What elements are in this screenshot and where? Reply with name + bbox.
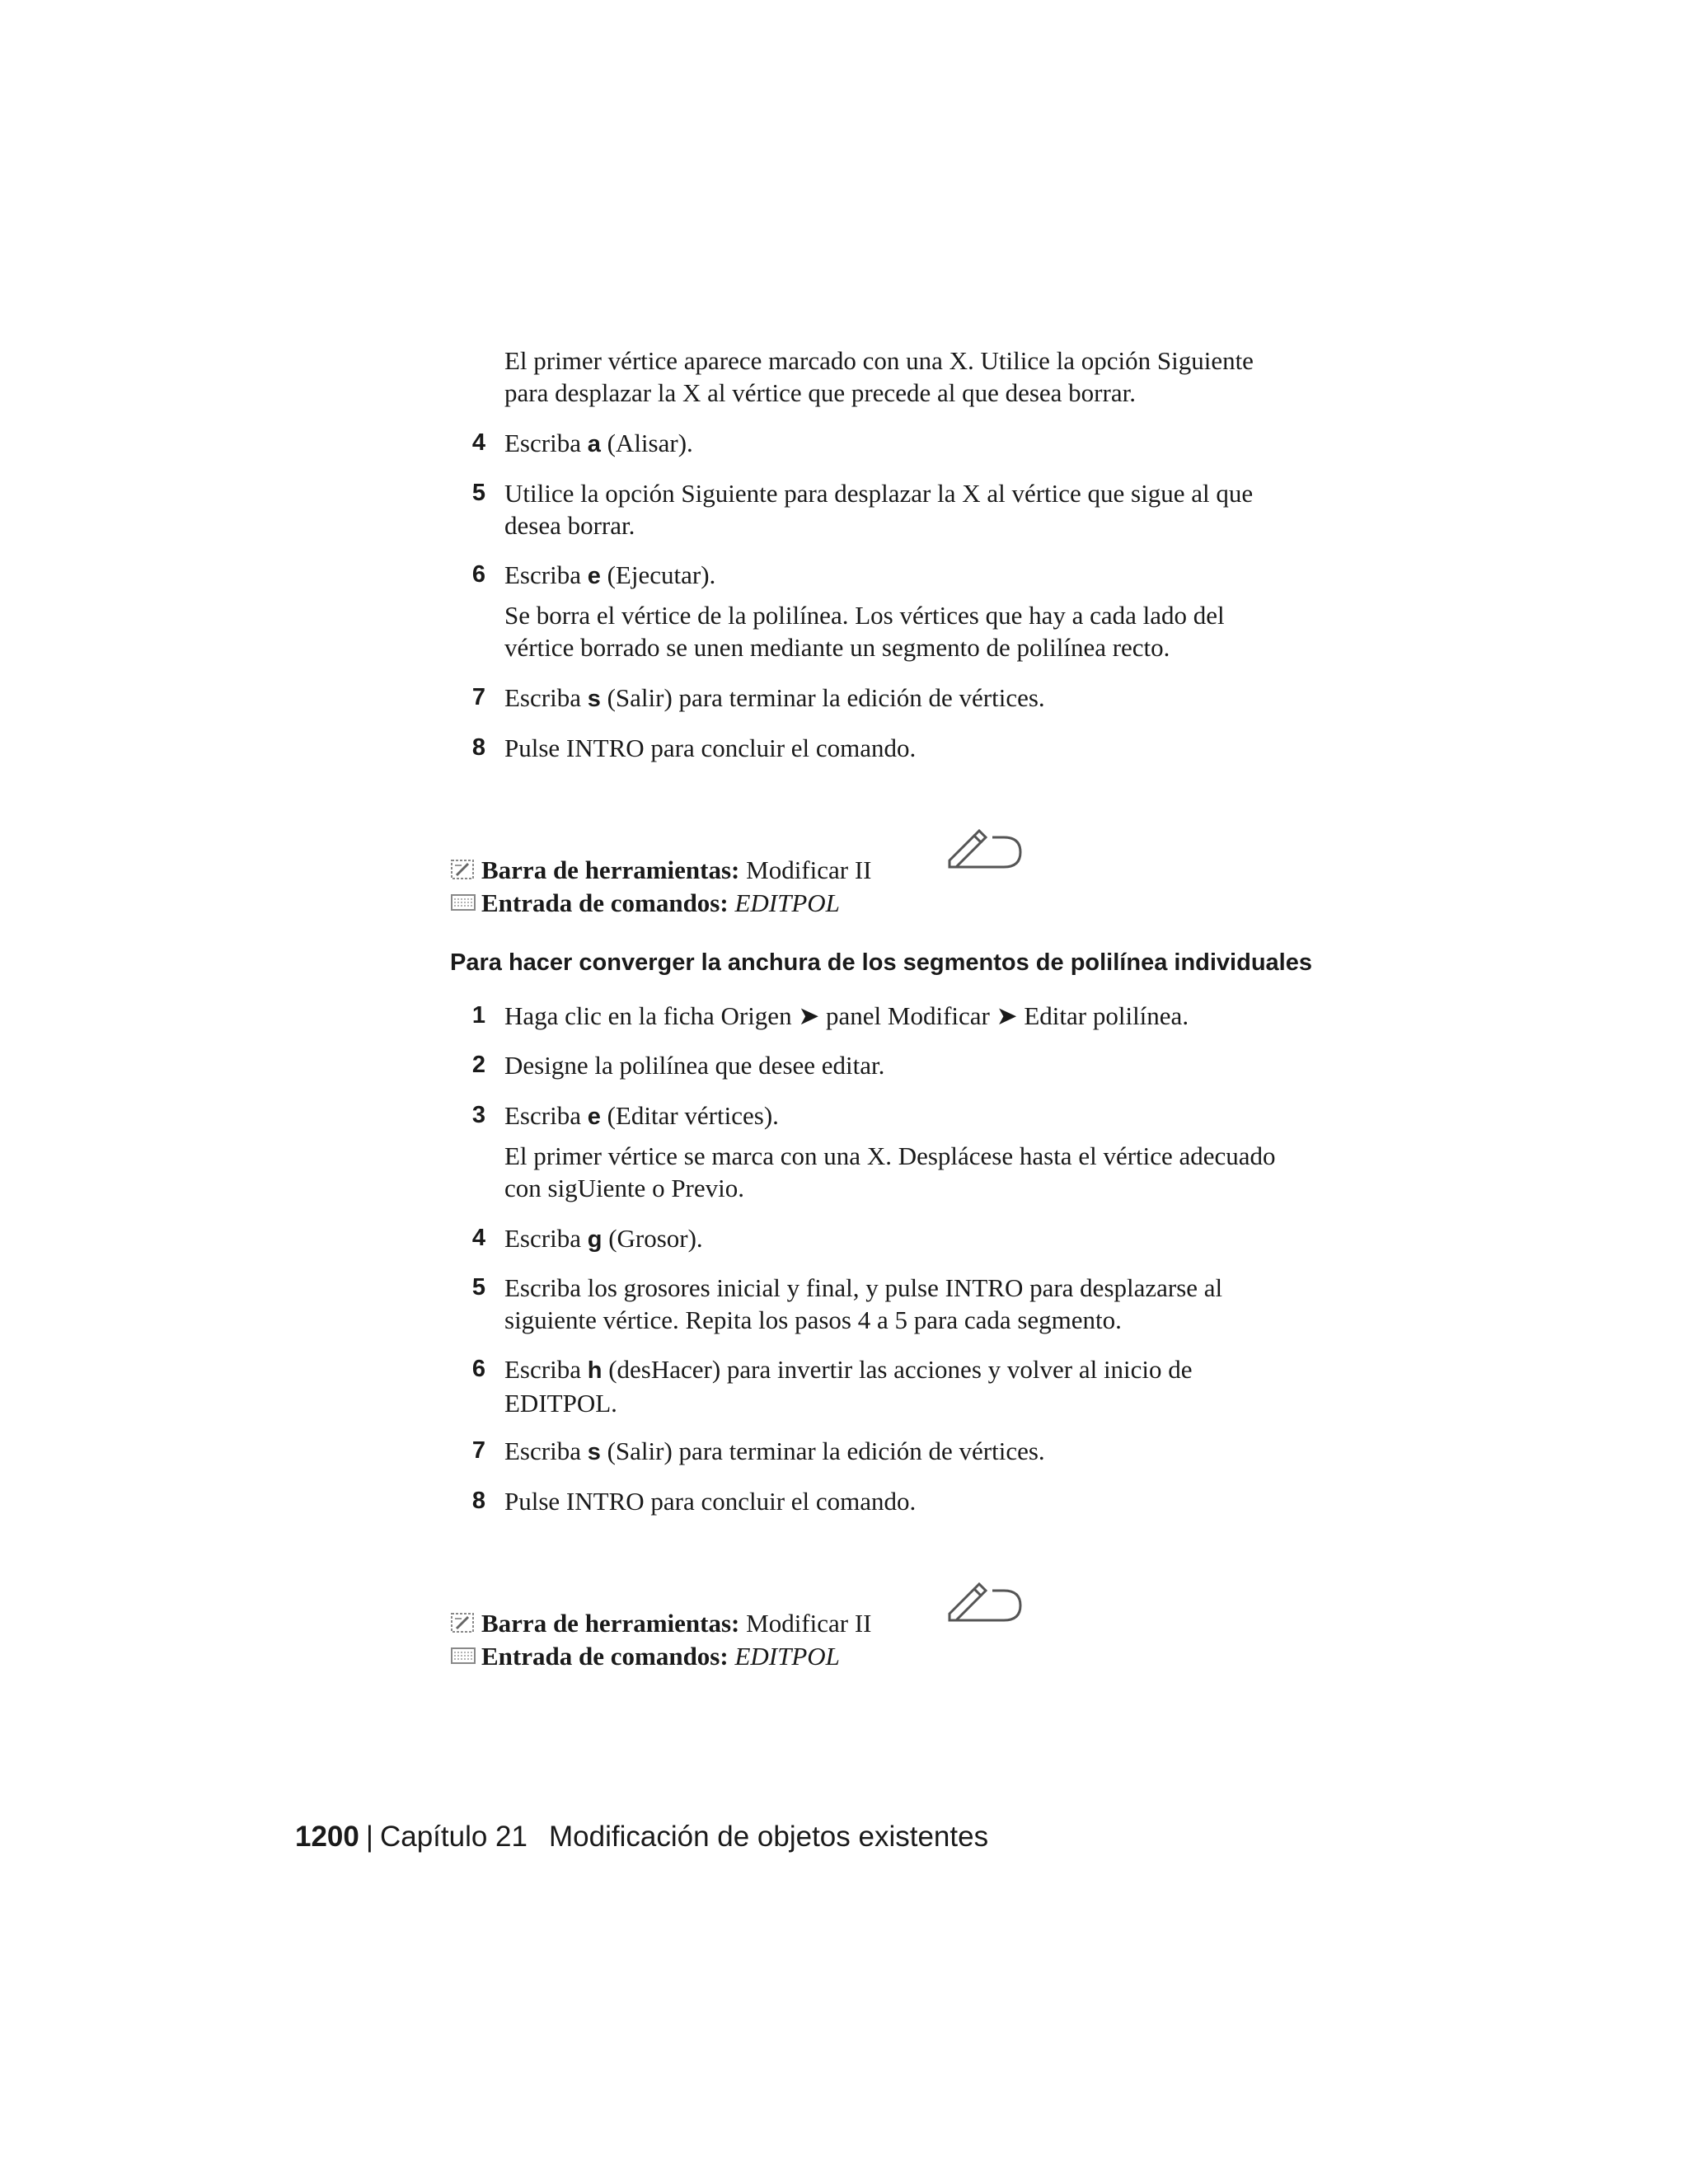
step-text: Escriba g (Grosor). [504,1224,703,1253]
intro-line-1: El primer vértice aparece marcado con una X. Utilice la opción Siguiente [504,346,1254,375]
step-text: Pulse INTRO para concluir el comando. [504,1487,917,1516]
command-value: EDITPOL [734,888,840,917]
key-letter: g [587,1226,603,1253]
step-text: Escriba los grosores inicial y final, y pulse INTRO para desplazarse al siguiente vértice. Repita los pasos 4 a 5 para cada segmento. [504,1273,1223,1334]
key-letter: e [587,563,601,589]
command-line-icon [450,1643,476,1668]
step-number: 8 [471,734,485,761]
footer-separator: | [365,1821,373,1853]
step-number: 8 [471,1488,485,1514]
step-number: 6 [471,1356,485,1382]
command-value: EDITPOL [734,1642,840,1671]
key-letter: s [587,686,601,712]
step-text: Escriba s (Salir) para terminar la edición de vértices. [504,683,1045,712]
intro-line-2: para desplazar la X al vértice que precede al que desea borrar. [504,378,1136,407]
step-text: Pulse INTRO para concluir el comando. [504,733,917,762]
command-line-icon [450,890,476,915]
step-text: Escriba a (Alisar). [504,429,693,457]
step-number: 4 [471,1225,485,1251]
step-text: Escriba s (Salir) para terminar la edición de vértices. [504,1436,1045,1465]
toolbar-icon [450,857,476,882]
key-letter: h [587,1357,603,1384]
step-number: 6 [471,561,485,588]
step-number: 3 [471,1102,485,1128]
step-number: 5 [471,480,485,506]
chapter-title: Modificación de objetos existentes [549,1821,989,1853]
key-letter: e [587,1104,601,1130]
key-letter: s [587,1439,601,1465]
toolbar-reference [450,1607,871,1639]
command-label: Entrada de comandos: [481,1642,729,1671]
step-text: Utilice la opción Siguiente para desplazar la X al vértice que sigue al que desea borrar. [504,479,1254,540]
step-number: 7 [471,684,485,710]
toolbar-reference [450,854,871,886]
step-number: 5 [471,1274,485,1301]
step-text: Escriba e (Editar vértices). [504,1101,779,1130]
step-note: Se borra el vértice de la polilínea. Los vértices que hay a cada lado del vértice borrado se unen mediante un segmento de polilínea recto. [504,601,1225,662]
command-label: Entrada de comandos: [481,888,729,917]
intro-paragraph [504,344,1345,409]
key-letter: a [587,431,601,457]
section-heading: Para hacer converger la anchura de los segmentos de polilínea individuales [450,949,1312,976]
page-number: 1200 [295,1821,359,1853]
toolbar-icon [450,1610,476,1635]
step-number: 4 [471,429,485,456]
toolbar-label: Barra de herramientas: [481,1609,740,1638]
page-footer [295,1820,988,1854]
step-text: Escriba e (Ejecutar). [504,560,716,589]
step-note: El primer vértice se marca con una X. Desplácese hasta el vértice adecuado con sigUiente o Previo. [504,1141,1276,1202]
step-number: 1 [471,1002,485,1029]
toolbar-value: Modificar II [739,1609,872,1638]
edit-polyline-icon [946,1577,1022,1624]
toolbar-label: Barra de herramientas: [481,855,740,884]
step-text: Designe la polilínea que desee editar. [504,1051,885,1080]
step-text: Escriba h (desHacer) para invertir las acciones y volver al inicio de EDITPOL. [504,1355,1193,1418]
edit-polyline-icon [946,824,1022,870]
step-text: Haga clic en la ficha Origen ➤ panel Modificar ➤ Editar polilínea. [504,1001,1189,1030]
command-reference [450,887,840,919]
step-number: 7 [471,1437,485,1464]
chapter-label: Capítulo 21 [379,1821,528,1853]
command-reference [450,1640,840,1672]
toolbar-value: Modificar II [739,855,872,884]
step-number: 2 [471,1052,485,1078]
